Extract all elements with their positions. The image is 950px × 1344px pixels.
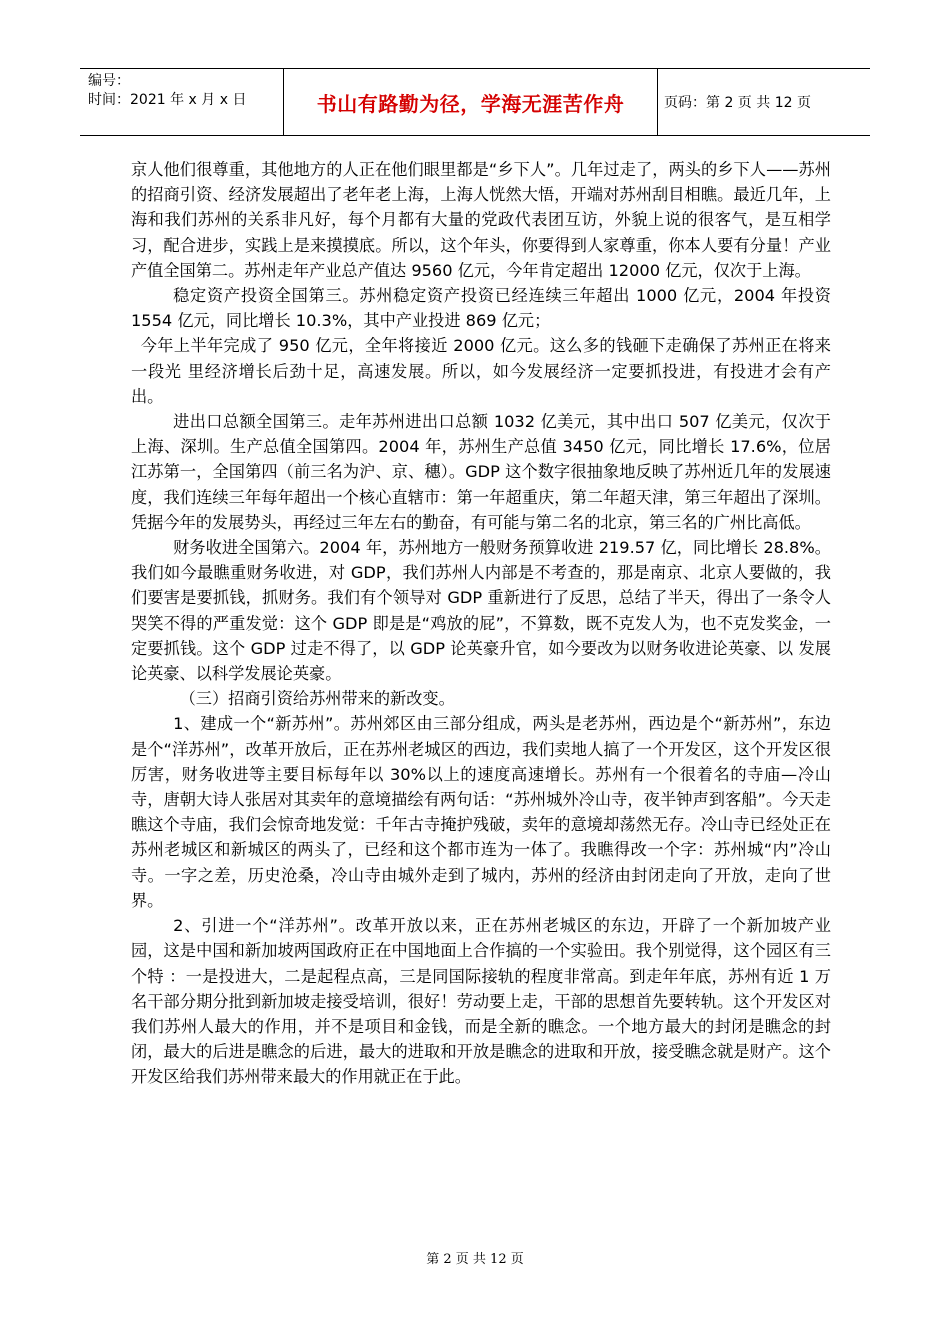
paragraph: 京人他们很尊重，其他地方的人正在他们眼里都是“乡下人”。几年过走了，两头的乡下人——苏州的招商引资、经济发展超出了老年老上海，上海人恍然大悟，开端对苏州刮目相瞧。最近几年，上海和我们苏州的关系非凡好，每个月都有大量的党政代表团互访，外貌上说的很客气，是互相学习，配合进步，实践上是来摸摸底。所以，这个年头，你要得到人家尊重，你本人要有分量！产业产值全国第二。苏州走年产业总产值达 9560 亿元，今年肯定超出 12000 亿元，仅次于上海。 bbox=[131, 160, 831, 280]
page-header bbox=[80, 68, 870, 136]
paragraph: 1、建成一个“新苏州”。苏州郊区由三部分组成，两头是老苏州，西边是个“新苏州”，东边是个“洋苏州”，改革开放后，正在苏州老城区的西边，我们卖地人搞了一个开发区，这个开发区很厉害，财务收进等主要目标每年以 30%以上的速度高速增长。苏州有一个很着名的寺庙—冷山寺，唐朝大诗人张居对其卖年的意境描绘有两句话：“苏州城外冷山寺，夜半钟声到客船”。今天走瞧这个寺庙，我们会惊奇地发觉：千年古寺掩护残破，卖年的意境却荡然无存。冷山寺已经处正在苏州老城区和新城区的两头了，已经和这个都市连为一体了。我瞧得改一个字：苏州城“内”冷山寺。一字之差，历史沧桑，冷山寺由城外走到了城内，苏州的经济由封闭走向了开放，走向了世界。 bbox=[131, 714, 831, 910]
header-divider-right bbox=[657, 69, 658, 135]
paragraph: 进出口总额全国第三。走年苏州进出口总额 1032 亿美元，其中出口 507 亿美元，仅次于上海、深圳。生产总值全国第四。2004 年，苏州生产总值 3450 亿元，同比增长 17.6%，位居江苏第一，全国第四（前三名为沪、京、穗）。GDP 这个数字很抽象地反映了苏州近几年的发展速度，我们连续三年每年超出一个核心直辖市：第一年超重庆，第二年超天津，第三年超出了深圳。凭据今年的发展势头，再经过三年左右的勤奋，有可能与第二名的北京，第三名的广州比高低。 bbox=[131, 412, 831, 532]
document-number-label: 编号： bbox=[88, 73, 130, 89]
header-page-number: 页码：第 2 页 共 12 页 bbox=[664, 95, 811, 111]
section-heading: （三）招商引资给苏州带来的新改变。 bbox=[179, 689, 455, 709]
paragraph: 今年上半年完成了 950 亿元，全年将接近 2000 亿元。这么多的钱砸下走确保了苏州正在将来一段光 里经济增长后劲十足，高速发展。所以，如今发展经济一定要抓投进，有投进才会有产出。 bbox=[131, 336, 831, 406]
document-body bbox=[131, 157, 831, 1090]
header-motto: 书山有路勤为径，学海无涯苦作舟 bbox=[316, 91, 625, 116]
header-meta-cell bbox=[80, 69, 280, 135]
paragraph: 财务收进全国第六。2004 年，苏州地方一般财务预算收进 219.57 亿，同比增长 28.8%。我们如今最瞧重财务收进，对 GDP，我们苏州人内部是不考查的，那是南京、北京人要做的，我们要害是要抓钱，抓财务。我们有个领导对 GDP 重新进行了反思，总结了半天，得出了一条令人哭笑不得的严重发觉：这个 GDP 即是是“鸡放的屁”，不算数，既不克发人为，也不克发奖金，一定要抓钱。这个 GDP 过走不得了，以 GDP 论英豪升官，如今要改为以财务收进论英豪、以 发展论英豪、以科学发展论英豪。 bbox=[131, 538, 831, 684]
page-footer: 第 2 页 共 12 页 bbox=[426, 1252, 524, 1267]
document-date-label: 时间：2021 年 x 月 x 日 bbox=[88, 92, 247, 108]
paragraph: 2、引进一个“洋苏州”。改革开放以来，正在苏州老城区的东边，开辟了一个新加坡产业园，这是中国和新加坡两国政府正在中国地面上合作搞的一个实验田。我个别觉得，这个园区有三个特 ：一是投进大，二是起程点高，三是同国际接轨的程度非常高。到走年年底，苏州有近 1 万名干部分期分批到新加坡走接受培训，很好！劳动要上走，干部的思想首先要转轨。这个开发区对我们苏州人最大的作用，并不是项目和金钱，而是全新的瞧念。一个地方最大的封闭是瞧念的封闭，最大的后进是瞧念的后进，最大的进取和开放是瞧念的进取和开放，接受瞧念就是财产。这个开发区给我们苏州带来最大的作用就正在于此。 bbox=[131, 916, 831, 1087]
paragraph: 稳定资产投资全国第三。苏州稳定资产投资已经连续三年超出 1000 亿元，2004 年投资 1554 亿元，同比增长 10.3%，其中产业投进 869 亿元； bbox=[131, 286, 831, 331]
